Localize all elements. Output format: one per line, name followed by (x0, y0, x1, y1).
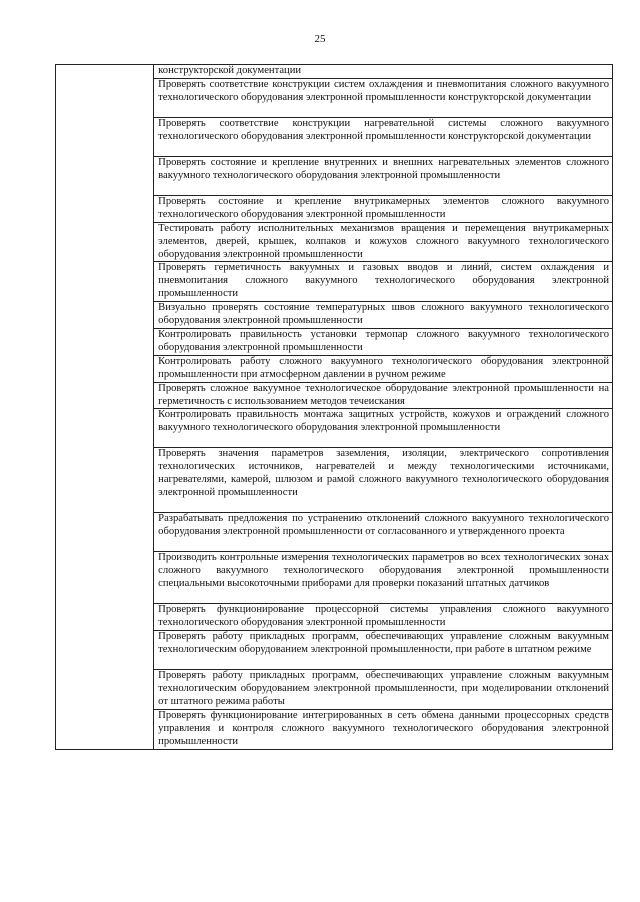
table-cell: Контролировать правильность установки термопар сложного вакуумного технологического оборудования электронной промышленности (154, 328, 613, 355)
page-number: 25 (314, 33, 326, 45)
table-cell: Контролировать работу сложного вакуумного технологического оборудования электронной промышленности при атмосферном давлении в ручном режиме (154, 355, 613, 382)
table-cell: Проверять состояние и крепление внутренних и внешних нагревательных элементов сложного вакуумного технологического оборудования электронной промышленности (154, 156, 613, 195)
table-cell: Визуально проверять состояние температурных швов сложного вакуумного технологического оборудования электронной промышленности (154, 302, 613, 329)
table-cell: Тестировать работу исполнительных механизмов вращения и перемещения внутрикамерных элементов, дверей, крышек, колпаков и кожухов сложного вакуумного технологического оборудования электронной промышленности (154, 222, 613, 262)
table-cell: Производить контрольные измерения технологических параметров во всех технологических зонах сложного вакуумного технологического оборудования электронной промышленности специальными высокоточными приборами для проверки показаний штатных датчиков (154, 552, 613, 604)
table-cell: Проверять соответствие конструкции нагревательной системы сложного вакуумного технологического оборудования электронной промышленности конструкторской документации (154, 117, 613, 156)
table-cell: Проверять работу прикладных программ, обеспечивающих управление сложным вакуумным технологическим оборудованием электронной промышленности, при моделировании отклонений от штатного режима работы (154, 670, 613, 710)
table-cell: Проверять работу прикладных программ, обеспечивающих управление сложным вакуумным технологическим оборудованием электронной промышленности, при работе в штатном режиме (154, 631, 613, 670)
table-cell: Проверять функционирование интегрированных в сеть обмена данными процессорных средств управления и контроля сложного вакуумного технологического оборудования электронной промышленности (154, 709, 613, 749)
table-cell: Проверять значения параметров заземления, изоляции, электрического сопротивления технологических источников, нагревателей и между технологическими источниками, нагревателями, камерой, шлюзом и рамой сложного вакуумного технологического оборудования электронной промышленности (154, 448, 613, 513)
table-cell: Контролировать правильность монтажа защитных устройств, кожухов и ограждений сложного вакуумного технологического оборудования электронной промышленности (154, 409, 613, 448)
table-cell: Проверять функционирование процессорной системы управления сложного вакуумного технологического оборудования электронной промышленности (154, 604, 613, 631)
table-cell: Проверять соответствие конструкции систем охлаждения и пневмопитания сложного вакуумного технологического оборудования электронной промышленности конструкторской документации (154, 78, 613, 117)
table-cell: Проверять состояние и крепление внутрикамерных элементов сложного вакуумного технологического оборудования электронной промышленности (154, 195, 613, 222)
table-row (56, 65, 613, 79)
table-cell: конструкторской документации (154, 65, 613, 79)
labor-functions-table (55, 64, 613, 750)
table-cell: Проверять герметичность вакуумных и газовых вводов и линий, систем охлаждения и пневмопитания сложного вакуумного технологического оборудования электронной промышленности (154, 262, 613, 302)
left-column-cell (56, 65, 154, 750)
table-cell: Разрабатывать предложения по устранению отклонений сложного вакуумного технологического оборудования электронной промышленности от согласованного и утвержденного проекта (154, 513, 613, 552)
table-cell: Проверять сложное вакуумное технологическое оборудование электронной промышленности на герметичность с использованием методов течеискания (154, 382, 613, 409)
